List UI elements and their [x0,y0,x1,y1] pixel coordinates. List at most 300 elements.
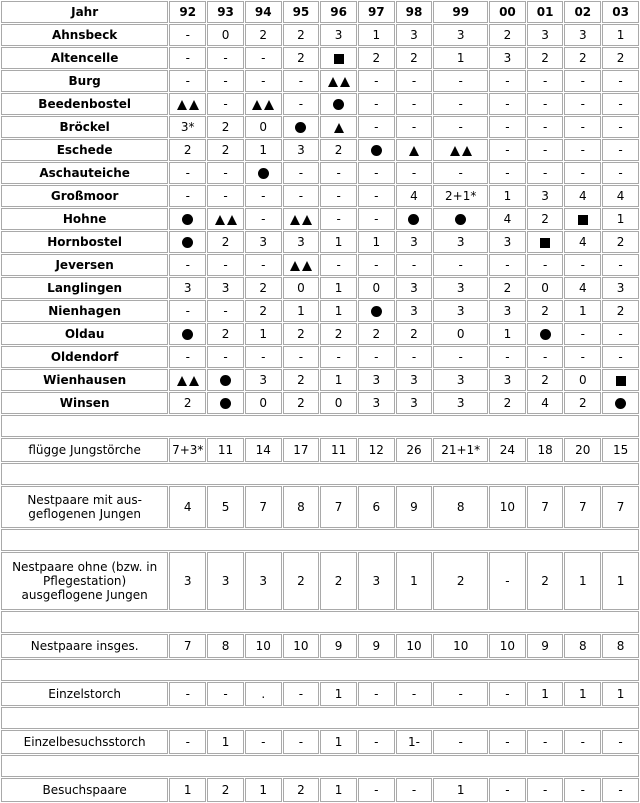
table-cell: - [489,346,526,368]
table-cell: - [207,47,244,69]
table-cell: 3 [396,369,433,391]
table-cell: 2 [489,277,526,299]
summary-cell: 20 [564,438,601,462]
summary-cell: - [396,778,433,802]
summary-cell: 1 [320,778,357,802]
table-cell: 1 [489,185,526,207]
place-name: Wienhausen [1,369,168,391]
table-cell: 2 [527,47,564,69]
table-cell: 2 [283,323,320,345]
table-cell: 2 [245,24,282,46]
table-cell: - [358,93,395,115]
table-cell: - [433,254,488,276]
table-cell: - [169,70,206,92]
table-cell: - [489,93,526,115]
table-cell [320,93,357,115]
table-cell: 1 [358,231,395,253]
square-icon [578,215,588,225]
summary-label: Einzelstorch [1,682,168,706]
table-row [1,208,639,230]
place-name: Nienhagen [1,300,168,322]
summary-cell: 26 [396,438,433,462]
table-cell [283,254,320,276]
table-cell [320,70,357,92]
summary-cell: - [283,730,320,754]
place-name: Jeversen [1,254,168,276]
year-header-cell: 03 [602,1,639,23]
table-row [1,24,639,46]
table-cell: - [207,300,244,322]
triangle-icon [409,146,419,156]
table-cell: 2 [564,392,601,414]
summary-row [1,438,639,462]
table-cell: - [283,185,320,207]
dot-icon [220,375,231,386]
table-cell: 2 [396,323,433,345]
table-cell: - [207,185,244,207]
table-cell: - [527,139,564,161]
table-cell: - [169,300,206,322]
summary-cell: 2 [283,552,320,610]
summary-cell: - [433,682,488,706]
table-cell: - [169,162,206,184]
dot-icon [182,329,193,340]
triangle-icon [177,100,187,110]
table-cell: 1 [320,300,357,322]
table-cell: 2 [283,369,320,391]
table-cell: - [207,254,244,276]
table-cell: - [283,346,320,368]
summary-cell: 1 [169,778,206,802]
table-cell: 2 [602,47,639,69]
table-cell: - [564,70,601,92]
table-cell: 3 [489,231,526,253]
table-cell: - [396,70,433,92]
table-cell: - [358,162,395,184]
summary-cell: 9 [527,634,564,658]
table-cell: - [564,139,601,161]
summary-cell: 9 [358,634,395,658]
table-cell: - [564,93,601,115]
summary-cell: 3 [169,552,206,610]
summary-row [1,730,639,754]
table-cell: - [283,162,320,184]
table-cell: - [207,93,244,115]
table-cell: 1 [433,47,488,69]
table-cell: 1 [564,300,601,322]
dot-icon [182,237,193,248]
table-cell: 2 [245,277,282,299]
table-cell: 4 [489,208,526,230]
summary-cell: 1 [320,730,357,754]
table-cell: - [358,70,395,92]
summary-cell: 2 [320,552,357,610]
table-cell: - [489,139,526,161]
spacer-row [1,415,639,437]
dot-icon [371,145,382,156]
year-header-label: Jahr [1,1,168,23]
spacer-row [1,707,639,729]
summary-row [1,778,639,802]
year-header-cell: 95 [283,1,320,23]
table-cell: - [169,254,206,276]
table-cell: 3 [396,231,433,253]
dot-icon [182,214,193,225]
table-cell: 3 [433,392,488,414]
table-row [1,185,639,207]
table-cell: 3 [396,277,433,299]
table-cell: - [527,116,564,138]
table-cell: - [396,93,433,115]
dot-icon [540,329,551,340]
summary-cell: - [489,552,526,610]
summary-label: Nestpaare mit aus- geflogenen Jungen [1,486,168,528]
summary-cell: 11 [207,438,244,462]
table-cell: 1 [320,369,357,391]
triangle-icon [252,100,262,110]
table-cell: 4 [564,231,601,253]
summary-label: Nestpaare insges. [1,634,168,658]
table-cell: 2+1* [433,185,488,207]
summary-cell: 1 [527,682,564,706]
summary-cell: 2 [527,552,564,610]
dot-icon [295,122,306,133]
table-row [1,116,639,138]
table-cell: - [396,116,433,138]
dot-icon [333,99,344,110]
summary-cell: - [489,682,526,706]
summary-row [1,634,639,658]
table-cell: 2 [283,47,320,69]
table-cell: - [527,162,564,184]
table-cell: - [564,323,601,345]
table-cell: - [320,162,357,184]
table-cell [169,208,206,230]
table-cell [396,139,433,161]
table-cell: - [527,346,564,368]
table-cell: 2 [358,323,395,345]
table-row [1,277,639,299]
summary-cell: 21+1* [433,438,488,462]
table-cell: - [245,346,282,368]
summary-cell: 8 [564,634,601,658]
triangle-icon [290,261,300,271]
table-row [1,162,639,184]
table-cell: 0 [358,277,395,299]
table-cell [169,93,206,115]
triangle-icon [264,100,274,110]
table-cell: 0 [207,24,244,46]
summary-cell: - [358,730,395,754]
square-icon [616,376,626,386]
year-header-cell: 01 [527,1,564,23]
table-cell: 0 [245,116,282,138]
year-header-cell: 97 [358,1,395,23]
summary-cell: 7 [564,486,601,528]
table-cell: - [489,162,526,184]
table-cell: 3 [433,231,488,253]
table-cell: - [169,47,206,69]
summary-cell: 15 [602,438,639,462]
table-cell: - [602,93,639,115]
summary-cell: 9 [396,486,433,528]
table-cell [169,231,206,253]
triangle-icon [227,215,237,225]
table-cell [207,392,244,414]
summary-cell: 9 [320,634,357,658]
place-name: Altencelle [1,47,168,69]
table-cell: 3 [283,231,320,253]
table-cell: 4 [564,185,601,207]
triangle-icon [290,215,300,225]
header-row [1,1,639,23]
summary-cell: 2 [283,778,320,802]
spacer-cell [1,707,639,729]
table-cell: - [564,116,601,138]
summary-cell: 7 [320,486,357,528]
table-cell: - [433,70,488,92]
table-row [1,323,639,345]
table-cell: - [245,185,282,207]
table-cell [564,208,601,230]
table-cell: 3* [169,116,206,138]
table-cell: - [169,185,206,207]
summary-cell: 24 [489,438,526,462]
table-cell: - [489,116,526,138]
summary-cell: 12 [358,438,395,462]
table-cell [207,208,244,230]
table-cell: 2 [358,47,395,69]
table-cell: 0 [283,277,320,299]
summary-label: Nestpaare ohne (bzw. in Pflegestation) ausgeflogene Jungen [1,552,168,610]
dot-icon [258,168,269,179]
place-name: Hohne [1,208,168,230]
summary-cell: 10 [489,486,526,528]
table-cell: 3 [433,369,488,391]
table-cell [602,392,639,414]
table-cell: 2 [245,300,282,322]
place-name: Burg [1,70,168,92]
table-cell: 0 [527,277,564,299]
table-cell: - [207,346,244,368]
table-cell: 3 [527,185,564,207]
table-cell: - [433,162,488,184]
table-cell: 3 [207,277,244,299]
table-cell: 0 [433,323,488,345]
summary-cell: 7 [527,486,564,528]
summary-cell: - [602,778,639,802]
table-cell: - [433,93,488,115]
table-cell: 1 [320,231,357,253]
summary-cell: 7+3* [169,438,206,462]
table-cell: 4 [527,392,564,414]
table-cell: 3 [396,392,433,414]
table-cell: - [358,254,395,276]
table-cell: 3 [320,24,357,46]
table-cell: 2 [207,231,244,253]
summary-cell: 1 [564,682,601,706]
table-cell: - [602,346,639,368]
table-cell: 4 [564,277,601,299]
place-name: Ahnsbeck [1,24,168,46]
table-cell: - [527,254,564,276]
table-cell: 3 [564,24,601,46]
table-row [1,392,639,414]
table-cell [169,369,206,391]
triangle-icon [450,146,460,156]
table-row [1,346,639,368]
place-name: Hornbostel [1,231,168,253]
table-cell: 2 [396,47,433,69]
table-cell: 3 [433,24,488,46]
table-cell: - [358,208,395,230]
summary-cell: - [358,682,395,706]
summary-row [1,486,639,528]
table-cell: 2 [169,392,206,414]
table-cell: - [245,70,282,92]
table-cell: 2 [207,116,244,138]
table-cell: 1 [602,208,639,230]
table-cell: 2 [602,300,639,322]
table-cell: 3 [433,300,488,322]
table-cell: - [396,346,433,368]
table-cell: 3 [489,300,526,322]
place-name: Beedenbostel [1,93,168,115]
triangle-icon [334,123,344,133]
summary-cell: - [602,730,639,754]
summary-cell: - [489,778,526,802]
table-cell: 3 [489,47,526,69]
spacer-row [1,611,639,633]
place-name: Oldau [1,323,168,345]
square-icon [334,54,344,64]
table-cell: 2 [489,392,526,414]
table-cell [283,116,320,138]
table-cell: 2 [527,300,564,322]
table-cell [169,323,206,345]
summary-cell: 11 [320,438,357,462]
table-cell: - [245,47,282,69]
table-row [1,47,639,69]
table-cell [207,369,244,391]
table-cell: 3 [358,369,395,391]
square-icon [540,238,550,248]
summary-cell: - [564,730,601,754]
table-cell: - [602,323,639,345]
table-cell: 3 [245,369,282,391]
summary-cell: - [564,778,601,802]
table-cell: 2 [527,208,564,230]
summary-cell: - [489,730,526,754]
summary-cell: 10 [433,634,488,658]
table-row [1,254,639,276]
place-name: Bröckel [1,116,168,138]
table-cell: - [489,254,526,276]
table-row [1,70,639,92]
triangle-icon [215,215,225,225]
summary-cell: 1 [396,552,433,610]
table-cell: 4 [396,185,433,207]
table-cell: - [602,70,639,92]
table-cell: - [207,70,244,92]
year-header-cell: 93 [207,1,244,23]
table-cell: - [320,185,357,207]
triangle-icon [302,215,312,225]
table-row [1,231,639,253]
summary-cell: 7 [602,486,639,528]
table-cell: 1 [245,323,282,345]
table-cell: - [527,70,564,92]
table-cell: - [489,70,526,92]
year-header-cell: 96 [320,1,357,23]
table-cell: 2 [283,24,320,46]
table-cell: - [283,93,320,115]
year-header-cell: 92 [169,1,206,23]
table-cell: 3 [602,277,639,299]
table-cell: - [320,208,357,230]
table-cell: - [564,162,601,184]
dot-icon [371,306,382,317]
table-cell [358,300,395,322]
table-cell: 2 [527,369,564,391]
summary-cell: 10 [245,634,282,658]
year-header-cell: 00 [489,1,526,23]
table-cell [320,116,357,138]
table-row [1,93,639,115]
place-name: Langlingen [1,277,168,299]
spacer-cell [1,755,639,777]
spacer-cell [1,415,639,437]
table-cell [527,323,564,345]
spacer-row [1,463,639,485]
summary-cell: 17 [283,438,320,462]
summary-cell: 2 [207,778,244,802]
spacer-cell [1,659,639,681]
summary-cell: . [245,682,282,706]
table-cell [320,47,357,69]
table-cell [396,208,433,230]
summary-cell: 1 [602,552,639,610]
summary-cell: 1 [320,682,357,706]
summary-cell: - [283,682,320,706]
table-cell: 2 [602,231,639,253]
place-name: Winsen [1,392,168,414]
table-cell: 1 [320,277,357,299]
summary-cell: 1 [245,778,282,802]
summary-cell: - [358,778,395,802]
summary-cell: 1 [207,730,244,754]
table-cell: 3 [169,277,206,299]
table-cell: - [527,93,564,115]
table-cell: - [320,346,357,368]
summary-cell: 18 [527,438,564,462]
summary-cell: 7 [245,486,282,528]
table-cell [358,139,395,161]
spacer-cell [1,463,639,485]
table-cell: 1 [358,24,395,46]
summary-row [1,682,639,706]
table-cell: - [602,139,639,161]
table-cell: 4 [602,185,639,207]
table-cell: - [396,254,433,276]
dot-icon [455,214,466,225]
triangle-icon [177,376,187,386]
table-cell [433,208,488,230]
summary-cell: - [169,682,206,706]
table-cell: 0 [564,369,601,391]
summary-cell: 5 [207,486,244,528]
table-cell: 3 [283,139,320,161]
